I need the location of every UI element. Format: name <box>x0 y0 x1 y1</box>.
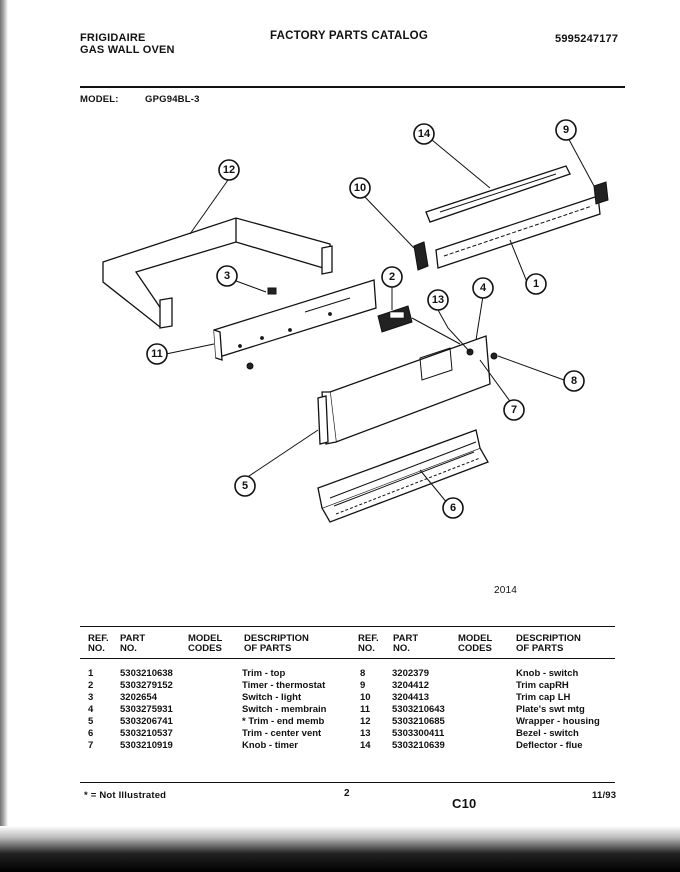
catalog-title: FACTORY PARTS CATALOG <box>270 30 428 42</box>
part-trim-cap-rh <box>594 182 608 204</box>
table-row: 2 5303279152 Timer - thermostat <box>88 680 326 691</box>
part-trim-cap-lh <box>414 242 428 270</box>
callout-4 <box>473 278 493 298</box>
callout-3 <box>217 266 237 286</box>
svg-text:14: 14 <box>417 128 431 140</box>
svg-text:5: 5 <box>241 480 249 492</box>
callout-8 <box>564 371 584 391</box>
model-label: MODEL: <box>80 94 119 105</box>
table-row: 11 5303210643 Plate's swt mtg <box>360 704 585 715</box>
part-end-trim <box>318 396 328 444</box>
table-header-rule <box>80 658 615 659</box>
header-part-no: PART NO. <box>120 633 146 654</box>
svg-text:8: 8 <box>570 375 578 387</box>
table-row: 8 3202379 Knob - switch <box>360 668 579 679</box>
header-description: DESCRIPTION OF PARTS <box>244 633 309 654</box>
table-row: 12 5303210685 Wrapper - housing <box>360 716 600 727</box>
parts-table-left <box>88 668 342 752</box>
callout-13 <box>428 290 448 310</box>
svg-text:11: 11 <box>151 348 163 360</box>
part-switch-knob <box>491 353 497 359</box>
svg-text:2: 2 <box>388 271 396 283</box>
table-row: 9 3204412 Trim capRH <box>360 680 569 691</box>
callout-5 <box>235 476 255 496</box>
svg-text:12: 12 <box>222 164 236 176</box>
scan-bottom-edge <box>0 826 680 872</box>
page-number: 2 <box>344 788 350 799</box>
part-timer-thermostat <box>378 306 412 332</box>
table-row: 4 5303275931 Switch - membrain <box>88 704 327 715</box>
callout-9 <box>556 120 576 140</box>
callout-2 <box>382 267 402 287</box>
table-bottom-rule <box>80 782 615 783</box>
header-model-codes-right: MODEL CODES <box>458 633 493 654</box>
callout-6 <box>443 498 463 518</box>
table-row: 13 5303300411 Bezel - switch <box>360 728 579 739</box>
table-row: 5 5303206741 * Trim - end memb <box>88 716 325 727</box>
header-ref-no-right: REF. NO. <box>358 633 379 654</box>
footnote-not-illustrated: * = Not Illustrated <box>84 790 167 801</box>
part-switch-bezel <box>412 318 460 344</box>
callout-10 <box>350 178 370 198</box>
callout-1 <box>526 274 546 294</box>
brand-name: FRIGIDAIRE <box>80 32 146 44</box>
svg-text:9: 9 <box>562 124 570 136</box>
svg-text:4: 4 <box>479 282 487 294</box>
part-switch-mounting-plate <box>214 280 376 369</box>
header-part-no-right: PART NO. <box>393 633 419 654</box>
table-row: 3 3202654 Switch - light <box>88 692 302 703</box>
table-row: 1 5303210638 Trim - top <box>88 668 286 679</box>
catalog-number: 5995247177 <box>555 33 619 45</box>
callout-12 <box>219 160 239 180</box>
svg-text:10: 10 <box>353 182 367 194</box>
revision-date: 11/93 <box>592 790 617 801</box>
svg-text:3: 3 <box>223 270 231 282</box>
svg-text:13: 13 <box>431 294 445 306</box>
svg-text:6: 6 <box>449 502 457 514</box>
header-ref-no: REF. NO. <box>88 633 109 654</box>
table-row: 14 5303210639 Deflector - flue <box>360 740 583 751</box>
table-top-rule <box>80 626 615 627</box>
part-membrane-switch-panel <box>322 336 490 444</box>
product-name: GAS WALL OVEN <box>80 44 175 56</box>
model-value: GPG94BL-3 <box>145 94 200 105</box>
table-row: 6 5303210537 Trim - center vent <box>88 728 322 739</box>
section-code: C10 <box>452 796 477 811</box>
header-description-right: DESCRIPTION OF PARTS <box>516 633 581 654</box>
callout-7 <box>504 400 524 420</box>
table-row: 7 5303210919 Knob - timer <box>88 740 298 751</box>
svg-text:7: 7 <box>510 404 518 416</box>
callout-14 <box>414 124 434 144</box>
table-row: 10 3204413 Trim cap LH <box>360 692 571 703</box>
svg-text:1: 1 <box>532 278 540 290</box>
diagram-number: 2014 <box>494 585 518 596</box>
callout-11 <box>147 344 167 364</box>
header-model-codes: MODEL CODES <box>188 633 223 654</box>
part-light-switch <box>268 288 276 294</box>
parts-table-right <box>360 668 616 752</box>
